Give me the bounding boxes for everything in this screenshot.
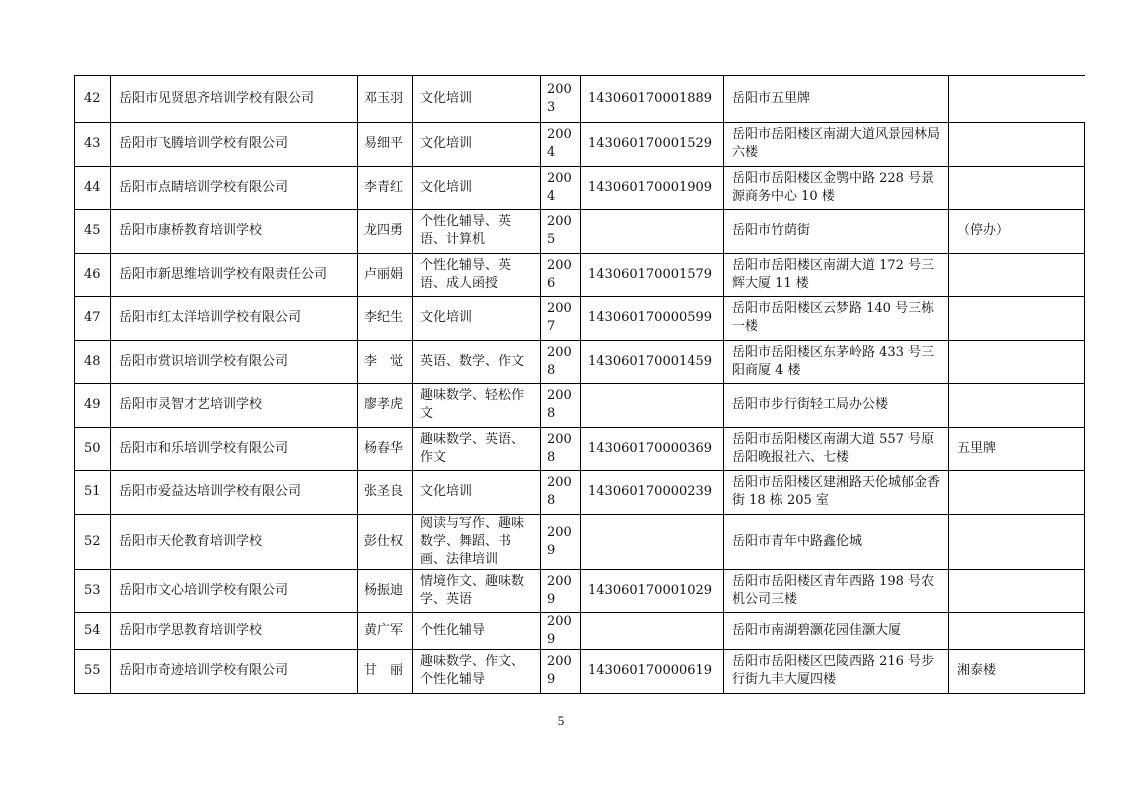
- cell-year: 2005: [541, 210, 581, 254]
- cell-legal-person: 廖孝虎: [358, 384, 413, 428]
- cell-scope: 文化培训: [413, 76, 541, 123]
- cell-scope: 阅读与写作、趣味数学、舞蹈、书画、法律培训: [413, 514, 541, 569]
- cell-address: 岳阳市岳阳楼区东茅岭路 433 号三阳商厦 4 楼: [724, 340, 949, 384]
- cell-address: 岳阳市竹荫街: [724, 210, 949, 254]
- cell-number: 54: [75, 613, 111, 650]
- table-row: [75, 514, 1085, 569]
- cell-legal-person: 张圣良: [358, 471, 413, 515]
- cell-note: [949, 569, 1085, 613]
- cell-legal-person: 李 觉: [358, 340, 413, 384]
- cell-scope: 个性化辅导、英语、计算机: [413, 210, 541, 254]
- cell-license-code: 143060170000239: [581, 471, 724, 515]
- cell-scope: 个性化辅导: [413, 613, 541, 650]
- table-row: [75, 166, 1085, 210]
- cell-legal-person: 龙四勇: [358, 210, 413, 254]
- cell-license-code: 143060170001529: [581, 123, 724, 167]
- table-row: [75, 471, 1085, 515]
- cell-number: 44: [75, 166, 111, 210]
- cell-scope: 趣味数学、作文、个性化辅导: [413, 650, 541, 694]
- cell-address: 岳阳市青年中路鑫伦城: [724, 514, 949, 569]
- cell-number: 43: [75, 123, 111, 167]
- cell-school-name: 岳阳市文心培训学校有限公司: [111, 569, 358, 613]
- cell-legal-person: 杨春华: [358, 427, 413, 471]
- table-row: [75, 76, 1085, 123]
- cell-license-code: 143060170000369: [581, 427, 724, 471]
- cell-address: 岳阳市南湖碧灏花园佳灏大厦: [724, 613, 949, 650]
- cell-license-code: 143060170001029: [581, 569, 724, 613]
- cell-number: 50: [75, 427, 111, 471]
- table-row: [75, 253, 1085, 297]
- cell-license-code: 143060170001889: [581, 76, 724, 123]
- cell-license-code: [581, 514, 724, 569]
- cell-license-code: 143060170000599: [581, 297, 724, 341]
- cell-school-name: 岳阳市赏识培训学校有限公司: [111, 340, 358, 384]
- cell-scope: 趣味数学、轻松作文: [413, 384, 541, 428]
- cell-note: 五里牌: [949, 427, 1085, 471]
- cell-school-name: 岳阳市天伦教育培训学校: [111, 514, 358, 569]
- cell-year: 2008: [541, 384, 581, 428]
- cell-license-code: 143060170001459: [581, 340, 724, 384]
- cell-legal-person: 甘 丽: [358, 650, 413, 694]
- cell-school-name: 岳阳市爱益达培训学校有限公司: [111, 471, 358, 515]
- cell-note: [949, 471, 1085, 515]
- cell-note: [949, 166, 1085, 210]
- cell-year: 2004: [541, 166, 581, 210]
- cell-school-name: 岳阳市康桥教育培训学校: [111, 210, 358, 254]
- cell-legal-person: 杨振迪: [358, 569, 413, 613]
- cell-license-code: [581, 613, 724, 650]
- cell-scope: 文化培训: [413, 471, 541, 515]
- cell-year: 2009: [541, 650, 581, 694]
- cell-note: （停办）: [949, 210, 1085, 254]
- table-row: [75, 569, 1085, 613]
- cell-number: 53: [75, 569, 111, 613]
- cell-scope: 趣味数学、英语、作文: [413, 427, 541, 471]
- cell-legal-person: 李纪生: [358, 297, 413, 341]
- cell-school-name: 岳阳市灵智才艺培训学校: [111, 384, 358, 428]
- table-row: [75, 123, 1085, 167]
- cell-address: 岳阳市岳阳楼区青年西路 198 号农机公司三楼: [724, 569, 949, 613]
- cell-year: 2008: [541, 471, 581, 515]
- cell-scope: 文化培训: [413, 297, 541, 341]
- cell-note: [949, 253, 1085, 297]
- cell-license-code: [581, 384, 724, 428]
- cell-note: [949, 76, 1085, 123]
- cell-number: 52: [75, 514, 111, 569]
- table-row: [75, 340, 1085, 384]
- table-row: [75, 384, 1085, 428]
- cell-legal-person: 李青红: [358, 166, 413, 210]
- cell-license-code: 143060170001579: [581, 253, 724, 297]
- cell-year: 2007: [541, 297, 581, 341]
- cell-license-code: 143060170000619: [581, 650, 724, 694]
- cell-school-name: 岳阳市见贤思齐培训学校有限公司: [111, 76, 358, 123]
- cell-school-name: 岳阳市飞腾培训学校有限公司: [111, 123, 358, 167]
- table-row: [75, 210, 1085, 254]
- cell-year: 2009: [541, 514, 581, 569]
- cell-year: 2008: [541, 427, 581, 471]
- cell-legal-person: 黄广军: [358, 613, 413, 650]
- table-row: [75, 613, 1085, 650]
- cell-note: [949, 123, 1085, 167]
- cell-note: [949, 384, 1085, 428]
- table-row: [75, 650, 1085, 694]
- cell-year: 2009: [541, 613, 581, 650]
- cell-school-name: 岳阳市奇迹培训学校有限公司: [111, 650, 358, 694]
- cell-scope: 文化培训: [413, 123, 541, 167]
- cell-number: 47: [75, 297, 111, 341]
- cell-note: [949, 297, 1085, 341]
- cell-address: 岳阳市步行街轻工局办公楼: [724, 384, 949, 428]
- page-number: 5: [557, 713, 565, 728]
- cell-school-name: 岳阳市点睛培训学校有限公司: [111, 166, 358, 210]
- cell-number: 48: [75, 340, 111, 384]
- cell-address: 岳阳市岳阳楼区巴陵西路 216 号步行街九丰大厦四楼: [724, 650, 949, 694]
- cell-address: 岳阳市岳阳楼区南湖大道风景园林局六楼: [724, 123, 949, 167]
- cell-legal-person: 卢丽娟: [358, 253, 413, 297]
- cell-address: 岳阳市岳阳楼区建湘路天伦城郁金香街 18 栋 205 室: [724, 471, 949, 515]
- cell-note: 湘泰楼: [949, 650, 1085, 694]
- cell-license-code: 143060170001909: [581, 166, 724, 210]
- cell-school-name: 岳阳市和乐培训学校有限公司: [111, 427, 358, 471]
- cell-scope: 文化培训: [413, 166, 541, 210]
- cell-address: 岳阳市岳阳楼区云梦路 140 号三栋一楼: [724, 297, 949, 341]
- cell-number: 46: [75, 253, 111, 297]
- cell-number: 55: [75, 650, 111, 694]
- cell-scope: 英语、数学、作文: [413, 340, 541, 384]
- cell-note: [949, 514, 1085, 569]
- cell-year: 2008: [541, 340, 581, 384]
- cell-legal-person: 邓玉羽: [358, 76, 413, 123]
- cell-legal-person: 彭仕权: [358, 514, 413, 569]
- cell-address: 岳阳市岳阳楼区南湖大道 172 号三辉大厦 11 楼: [724, 253, 949, 297]
- cell-school-name: 岳阳市红太洋培训学校有限公司: [111, 297, 358, 341]
- cell-license-code: [581, 210, 724, 254]
- cell-number: 45: [75, 210, 111, 254]
- cell-address: 岳阳市岳阳楼区金鹗中路 228 号景源商务中心 10 楼: [724, 166, 949, 210]
- table-row: [75, 427, 1085, 471]
- cell-address: 岳阳市岳阳楼区南湖大道 557 号原岳阳晚报社六、七楼: [724, 427, 949, 471]
- cell-scope: 情境作文、趣味数学、英语: [413, 569, 541, 613]
- cell-address: 岳阳市五里牌: [724, 76, 949, 123]
- cell-year: 2006: [541, 253, 581, 297]
- cell-legal-person: 易细平: [358, 123, 413, 167]
- cell-scope: 个性化辅导、英语、成人函授: [413, 253, 541, 297]
- cell-year: 2009: [541, 569, 581, 613]
- cell-school-name: 岳阳市新思维培训学校有限责任公司: [111, 253, 358, 297]
- table-row: [75, 297, 1085, 341]
- school-roster-table: [74, 75, 1085, 694]
- cell-number: 49: [75, 384, 111, 428]
- cell-number: 42: [75, 76, 111, 123]
- cell-year: 2004: [541, 123, 581, 167]
- roster-body: [75, 76, 1085, 694]
- cell-note: [949, 340, 1085, 384]
- cell-year: 2003: [541, 76, 581, 123]
- cell-note: [949, 613, 1085, 650]
- cell-school-name: 岳阳市学思教育培训学校: [111, 613, 358, 650]
- cell-number: 51: [75, 471, 111, 515]
